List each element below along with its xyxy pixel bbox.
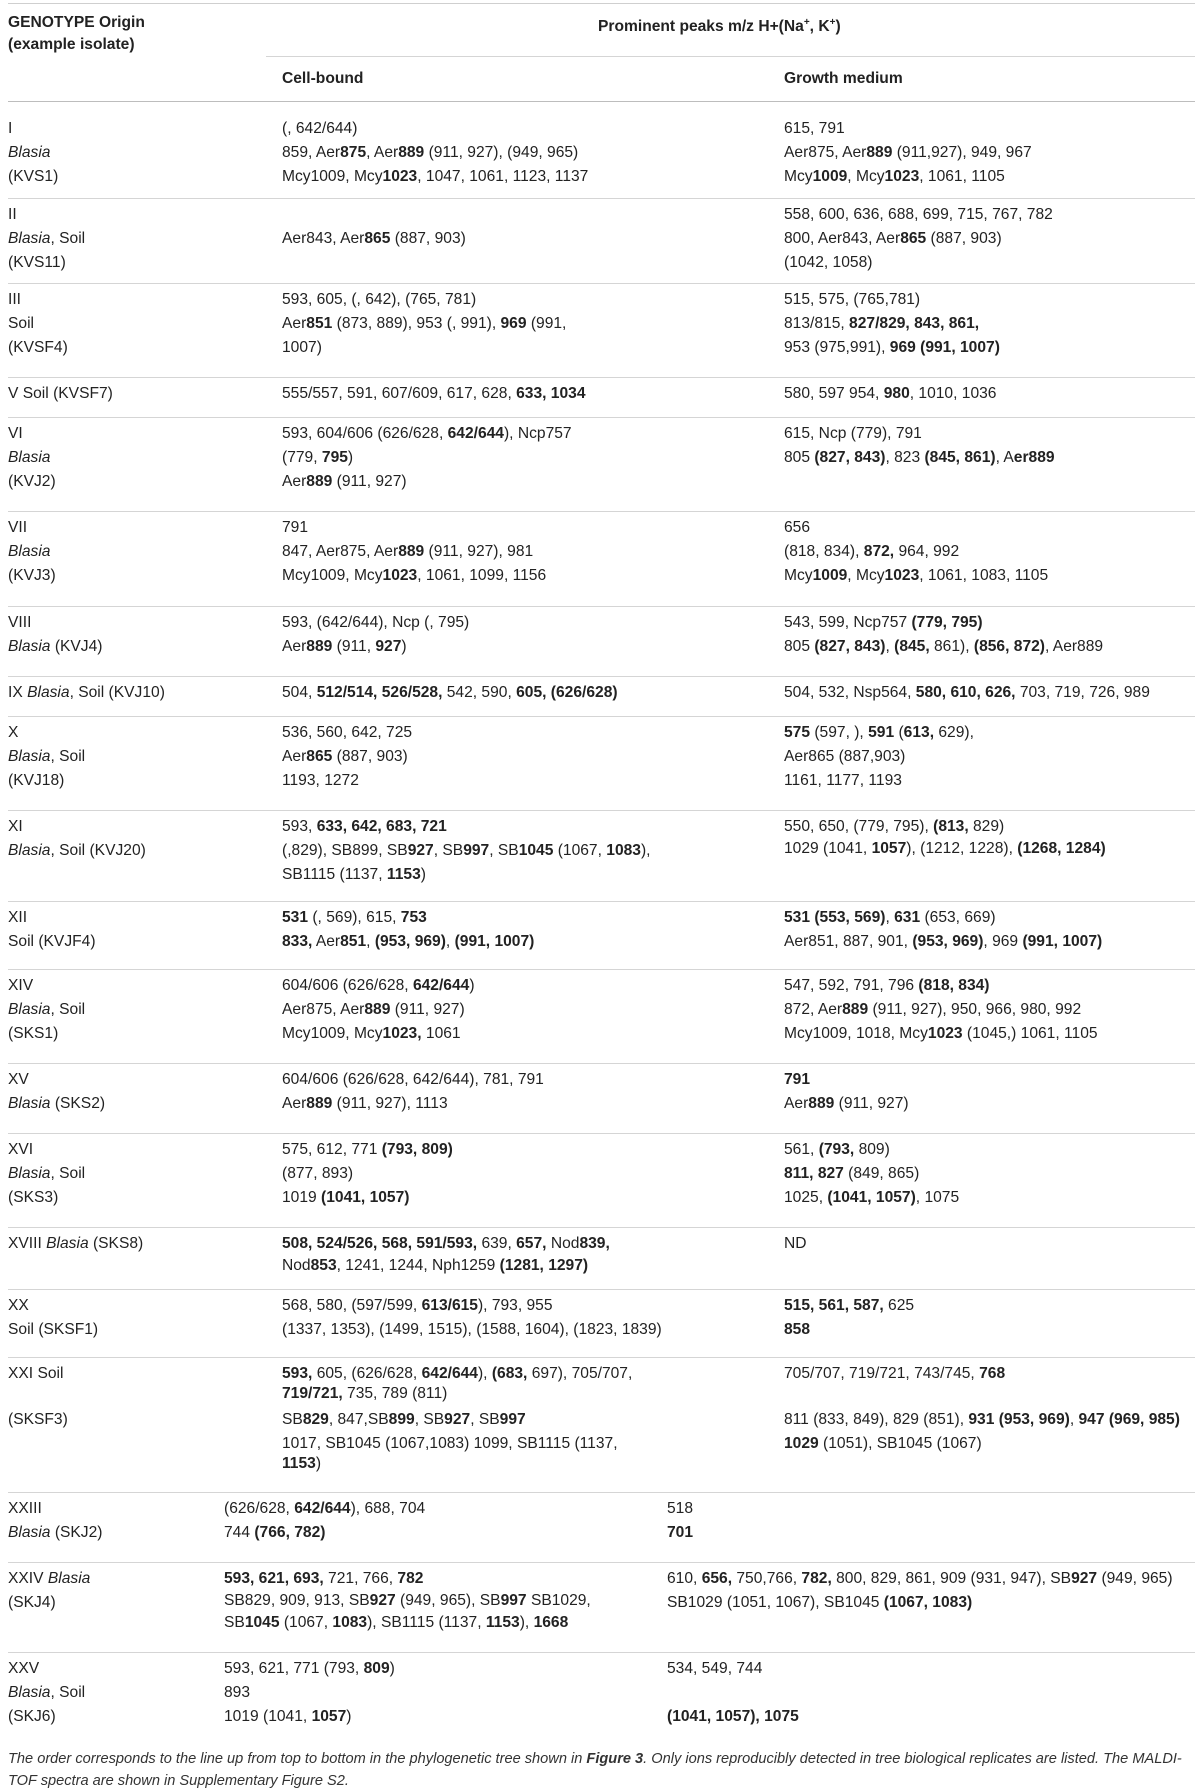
growth-medium-cell: Aer889 (911, 927) — [784, 1095, 909, 1112]
cell-bound-cell: Mcy1009, Mcy1023, 1061 — [282, 1025, 461, 1042]
cell-bound-cell: 1017, SB1045 (1067,1083) 1099, SB1115 (1137, — [282, 1435, 618, 1452]
growth-medium-cell: 811, 827 (849, 865) — [784, 1165, 920, 1182]
genotype-cell: XI — [8, 818, 23, 835]
genotype-cell: (KVSF4) — [8, 339, 68, 356]
table-row — [8, 969, 1195, 1064]
header-cell-bound: Cell-bound — [282, 70, 364, 87]
genotype-cell: Blasia (KVJ4) — [8, 638, 103, 655]
genotype-cell: Soil — [8, 315, 35, 332]
cell-bound-cell: 504, 512/514, 526/528, 542, 590, 605, (626/628) — [282, 684, 618, 701]
cell-bound-cell: Aer843, Aer865 (887, 903) — [282, 230, 466, 247]
genotype-cell: (SKJ4) — [8, 1594, 56, 1611]
table-row — [8, 112, 1195, 199]
genotype-cell: (SKS1) — [8, 1025, 59, 1042]
cell-bound-cell: Aer889 (911, 927) — [282, 638, 407, 655]
growth-medium-cell: 575 (597, ), 591 (613, 629), — [784, 724, 974, 741]
cell-bound-cell: 531 (, 569), 615, 753 — [282, 909, 427, 926]
growth-medium-cell: 1161, 1177, 1193 — [784, 772, 902, 789]
growth-medium-cell: 813/815, 827/829, 843, 861, — [784, 315, 980, 332]
growth-medium-cell: 858 — [784, 1321, 811, 1338]
cell-bound-cell: 833, Aer851, (953, 969), (991, 1007) — [282, 933, 535, 950]
table-row — [8, 377, 1195, 418]
cell-bound-cell: SB829, 847,SB899, SB927, SB997 — [282, 1411, 526, 1428]
table-row — [8, 1562, 1195, 1653]
table-row — [8, 810, 1195, 902]
genotype-cell: Blasia, Soil (KVJ20) — [8, 842, 146, 859]
growth-medium-cell: 805 (827, 843), (845, 861), (856, 872), Aer889 — [784, 638, 1104, 655]
genotype-cell: XXV — [8, 1660, 40, 1677]
growth-medium-cell: 1029 (1041, 1057), (1212, 1228), (1268, 1284) — [784, 840, 1106, 857]
cell-bound-cell: 568, 580, (597/599, 613/615), 793, 955 — [282, 1297, 553, 1314]
cell-bound-cell: SB829, 909, 913, SB927 (949, 965), SB997 SB1029, — [224, 1592, 591, 1609]
cell-bound-cell: 575, 612, 771 (793, 809) — [282, 1141, 453, 1158]
cell-bound-cell: Aer851 (873, 889), 953 (, 991), 969 (991, — [282, 315, 567, 332]
header-genotype-origin: GENOTYPE Origin — [8, 14, 145, 31]
table-row — [8, 1652, 1195, 1745]
cell-bound-cell: 536, 560, 642, 725 — [282, 724, 413, 741]
genotype-cell: Blasia, Soil — [8, 1165, 86, 1182]
growth-medium-cell: 615, 791 — [784, 120, 845, 137]
cell-bound-cell: 1019 (1041, 1057) — [282, 1189, 410, 1206]
growth-medium-cell: 805 (827, 843), 823 (845, 861), Aer889 — [784, 449, 1055, 466]
genotype-cell: III — [8, 291, 21, 308]
genotype-cell: XXI Soil — [8, 1365, 64, 1382]
genotype-cell: (KVJ18) — [8, 772, 65, 789]
genotype-cell: XIV — [8, 977, 34, 994]
table-row — [8, 716, 1195, 811]
growth-medium-cell: 580, 597 954, 980, 1010, 1036 — [784, 385, 997, 402]
cell-bound-cell: Mcy1009, Mcy1023, 1047, 1061, 1123, 1137 — [282, 168, 589, 185]
growth-medium-cell: 1025, (1041, 1057), 1075 — [784, 1189, 960, 1206]
growth-medium-cell: 518 — [667, 1500, 694, 1517]
growth-medium-cell: Mcy1009, 1018, Mcy1023 (1045,) 1061, 1105 — [784, 1025, 1098, 1042]
genotype-cell: VII — [8, 519, 28, 536]
header-example-isolate: (example isolate) — [8, 36, 135, 53]
cell-bound-cell: (, 642/644) — [282, 120, 358, 137]
genotype-cell: XV — [8, 1071, 29, 1088]
cell-bound-cell: (626/628, 642/644), 688, 704 — [224, 1500, 426, 1517]
cell-bound-cell: 1019 (1041, 1057) — [224, 1708, 352, 1725]
genotype-cell: (SKS3) — [8, 1189, 59, 1206]
table-row — [8, 676, 1195, 717]
growth-medium-cell: 561, (793, 809) — [784, 1141, 890, 1158]
growth-medium-cell: 1029 (1051), SB1045 (1067) — [784, 1435, 982, 1452]
cell-bound-cell: Aer875, Aer889 (911, 927) — [282, 1001, 465, 1018]
cell-bound-cell: 593, (642/644), Ncp (, 795) — [282, 614, 470, 631]
genotype-cell: XX — [8, 1297, 29, 1314]
cell-bound-cell: (779, 795) — [282, 449, 354, 466]
genotype-cell: Blasia, Soil — [8, 1684, 86, 1701]
table-row — [8, 1133, 1195, 1228]
genotype-cell: I — [8, 120, 13, 137]
genotype-cell: Blasia, Soil — [8, 230, 86, 247]
table-row — [8, 198, 1195, 284]
genotype-cell: (KVJ3) — [8, 567, 56, 584]
growth-medium-cell: Mcy1009, Mcy1023, 1061, 1083, 1105 — [784, 567, 1049, 584]
header-subrule — [266, 56, 1195, 57]
table-top-rule — [8, 3, 1195, 4]
growth-medium-cell: (1041, 1057), 1075 — [667, 1708, 799, 1725]
table-footnote: The order corresponds to the line up from top to bottom in the phylogenetic tree shown in Figure 3. Only ions reproducibly detected in tree biological replicates are listed. The MALDI-TOF spectra are shown in Supplementary Figure S2. — [8, 1751, 1182, 1789]
table-row — [8, 417, 1195, 512]
genotype-cell: (KVS11) — [8, 254, 66, 271]
table-row — [8, 1357, 1195, 1493]
header-prominent-peaks: Prominent peaks m/z H+(Na+, K+) — [598, 17, 841, 36]
genotype-cell: II — [8, 206, 17, 223]
genotype-cell: XVI — [8, 1141, 34, 1158]
genotype-cell: VIII — [8, 614, 32, 631]
genotype-cell: Soil (KVJF4) — [8, 933, 96, 950]
growth-medium-cell: (818, 834), 872, 964, 992 — [784, 543, 960, 560]
cell-bound-cell: 593, 621, 771 (793, 809) — [224, 1660, 395, 1677]
header-growth-medium: Growth medium — [784, 70, 903, 87]
table-row — [8, 1227, 1195, 1290]
table-row — [8, 1492, 1195, 1563]
table-row — [8, 901, 1195, 970]
genotype-cell: XII — [8, 909, 28, 926]
growth-medium-cell: Aer875, Aer889 (911,927), 949, 967 — [784, 144, 1032, 161]
cell-bound-cell: 593, 605, (, 642), (765, 781) — [282, 291, 477, 308]
genotype-cell: Blasia — [8, 144, 51, 161]
genotype-cell: Soil (SKSF1) — [8, 1321, 99, 1338]
growth-medium-cell: 656 — [784, 519, 811, 536]
genotype-cell: Blasia — [8, 543, 51, 560]
cell-bound-cell: (1337, 1353), (1499, 1515), (1588, 1604), (1823, 1839) — [282, 1321, 662, 1338]
cell-bound-cell: 604/606 (626/628, 642/644) — [282, 977, 475, 994]
cell-bound-cell: Aer889 (911, 927), 1113 — [282, 1095, 448, 1112]
cell-bound-cell: 604/606 (626/628, 642/644), 781, 791 — [282, 1071, 544, 1088]
genotype-cell: XVIII Blasia (SKS8) — [8, 1235, 144, 1252]
cell-bound-cell: Nod853, 1241, 1244, Nph1259 (1281, 1297) — [282, 1257, 589, 1274]
cell-bound-cell: 1007) — [282, 339, 322, 356]
table-row — [8, 606, 1195, 677]
growth-medium-cell: 705/707, 719/721, 743/745, 768 — [784, 1365, 1006, 1382]
genotype-cell: XXIV Blasia — [8, 1570, 91, 1587]
cell-bound-cell: SB1115 (1137, 1153) — [282, 866, 426, 883]
cell-bound-cell: (,829), SB899, SB927, SB997, SB1045 (1067, 1083), — [282, 842, 651, 859]
growth-medium-cell: Aer851, 887, 901, (953, 969), 969 (991, 1007) — [784, 933, 1103, 950]
cell-bound-cell: 593, 604/606 (626/628, 642/644), Ncp757 — [282, 425, 572, 442]
table-row — [8, 283, 1195, 378]
growth-medium-cell: 504, 532, Nsp564, 580, 610, 626, 703, 719, 726, 989 — [784, 684, 1150, 701]
cell-bound-cell: 719/721, 735, 789 (811) — [282, 1385, 448, 1402]
genotype-cell: V Soil (KVSF7) — [8, 385, 113, 402]
table-row — [8, 1063, 1195, 1134]
growth-medium-cell: 615, Ncp (779), 791 — [784, 425, 922, 442]
table-row — [8, 1289, 1195, 1358]
growth-medium-cell: SB1029 (1051, 1067), SB1045 (1067, 1083) — [667, 1594, 973, 1611]
cell-bound-cell: 593, 605, (626/628, 642/644), (683, 697), 705/707, — [282, 1365, 633, 1382]
genotype-cell: VI — [8, 425, 23, 442]
growth-medium-cell: 610, 656, 750,766, 782, 800, 829, 861, 909 (931, 947), SB927 (949, 965) — [667, 1570, 1173, 1587]
growth-medium-cell: 550, 650, (779, 795), (813, 829) — [784, 818, 1005, 835]
growth-medium-cell: Aer865 (887,903) — [784, 748, 906, 765]
cell-bound-cell: 744 (766, 782) — [224, 1524, 326, 1541]
growth-medium-cell: 953 (975,991), 969 (991, 1007) — [784, 339, 1000, 356]
genotype-cell: Blasia (SKS2) — [8, 1095, 106, 1112]
growth-medium-cell: 543, 599, Ncp757 (779, 795) — [784, 614, 983, 631]
growth-medium-cell: 547, 592, 791, 796 (818, 834) — [784, 977, 990, 994]
growth-medium-cell: 531 (553, 569), 631 (653, 669) — [784, 909, 996, 926]
cell-bound-cell: SB1045 (1067, 1083), SB1115 (1137, 1153), 1668 — [224, 1614, 569, 1631]
cell-bound-cell: 555/557, 591, 607/609, 617, 628, 633, 1034 — [282, 385, 586, 402]
growth-medium-cell: 558, 600, 636, 688, 699, 715, 767, 782 — [784, 206, 1053, 223]
cell-bound-cell: Aer889 (911, 927) — [282, 473, 407, 490]
cell-bound-cell: 593, 633, 642, 683, 721 — [282, 818, 447, 835]
cell-bound-cell: 593, 621, 693, 721, 766, 782 — [224, 1570, 424, 1587]
growth-medium-cell: (1042, 1058) — [784, 254, 873, 271]
cell-bound-cell: Mcy1009, Mcy1023, 1061, 1099, 1156 — [282, 567, 547, 584]
genotype-cell: Blasia, Soil — [8, 748, 86, 765]
header-bottom-rule — [8, 101, 1195, 102]
table-row — [8, 511, 1195, 607]
cell-bound-cell: Aer865 (887, 903) — [282, 748, 408, 765]
growth-medium-cell: 515, 575, (765,781) — [784, 291, 921, 308]
cell-bound-cell: 893 — [224, 1684, 251, 1701]
cell-bound-cell: (877, 893) — [282, 1165, 354, 1182]
cell-bound-cell: 859, Aer875, Aer889 (911, 927), (949, 965) — [282, 144, 579, 161]
genotype-cell: (SKJ6) — [8, 1708, 56, 1725]
genotype-cell: Blasia (SKJ2) — [8, 1524, 103, 1541]
growth-medium-cell: ND — [784, 1235, 807, 1252]
growth-medium-cell: 534, 549, 744 — [667, 1660, 763, 1677]
growth-medium-cell: 701 — [667, 1524, 694, 1541]
growth-medium-cell: 800, Aer843, Aer865 (887, 903) — [784, 230, 1002, 247]
cell-bound-cell: 508, 524/526, 568, 591/593, 639, 657, Nod839, — [282, 1235, 610, 1252]
genotype-cell: (KVS1) — [8, 168, 59, 185]
cell-bound-cell: 1193, 1272 — [282, 772, 359, 789]
genotype-cell: X — [8, 724, 19, 741]
growth-medium-cell: 872, Aer889 (911, 927), 950, 966, 980, 992 — [784, 1001, 1082, 1018]
growth-medium-cell: 811 (833, 849), 829 (851), 931 (953, 969), 947 (969, 985) — [784, 1411, 1180, 1428]
growth-medium-cell: Mcy1009, Mcy1023, 1061, 1105 — [784, 168, 1005, 185]
genotype-cell: XXIII — [8, 1500, 42, 1517]
genotype-cell: Blasia — [8, 449, 51, 466]
cell-bound-cell: 847, Aer875, Aer889 (911, 927), 981 — [282, 543, 534, 560]
genotype-cell: IX Blasia, Soil (KVJ10) — [8, 684, 165, 701]
cell-bound-cell: 1153) — [282, 1455, 322, 1472]
growth-medium-cell: 791 — [784, 1071, 811, 1088]
genotype-cell: (SKSF3) — [8, 1411, 68, 1428]
genotype-cell: Blasia, Soil — [8, 1001, 86, 1018]
genotype-cell: (KVJ2) — [8, 473, 56, 490]
cell-bound-cell: 791 — [282, 519, 309, 536]
growth-medium-cell: 515, 561, 587, 625 — [784, 1297, 915, 1314]
